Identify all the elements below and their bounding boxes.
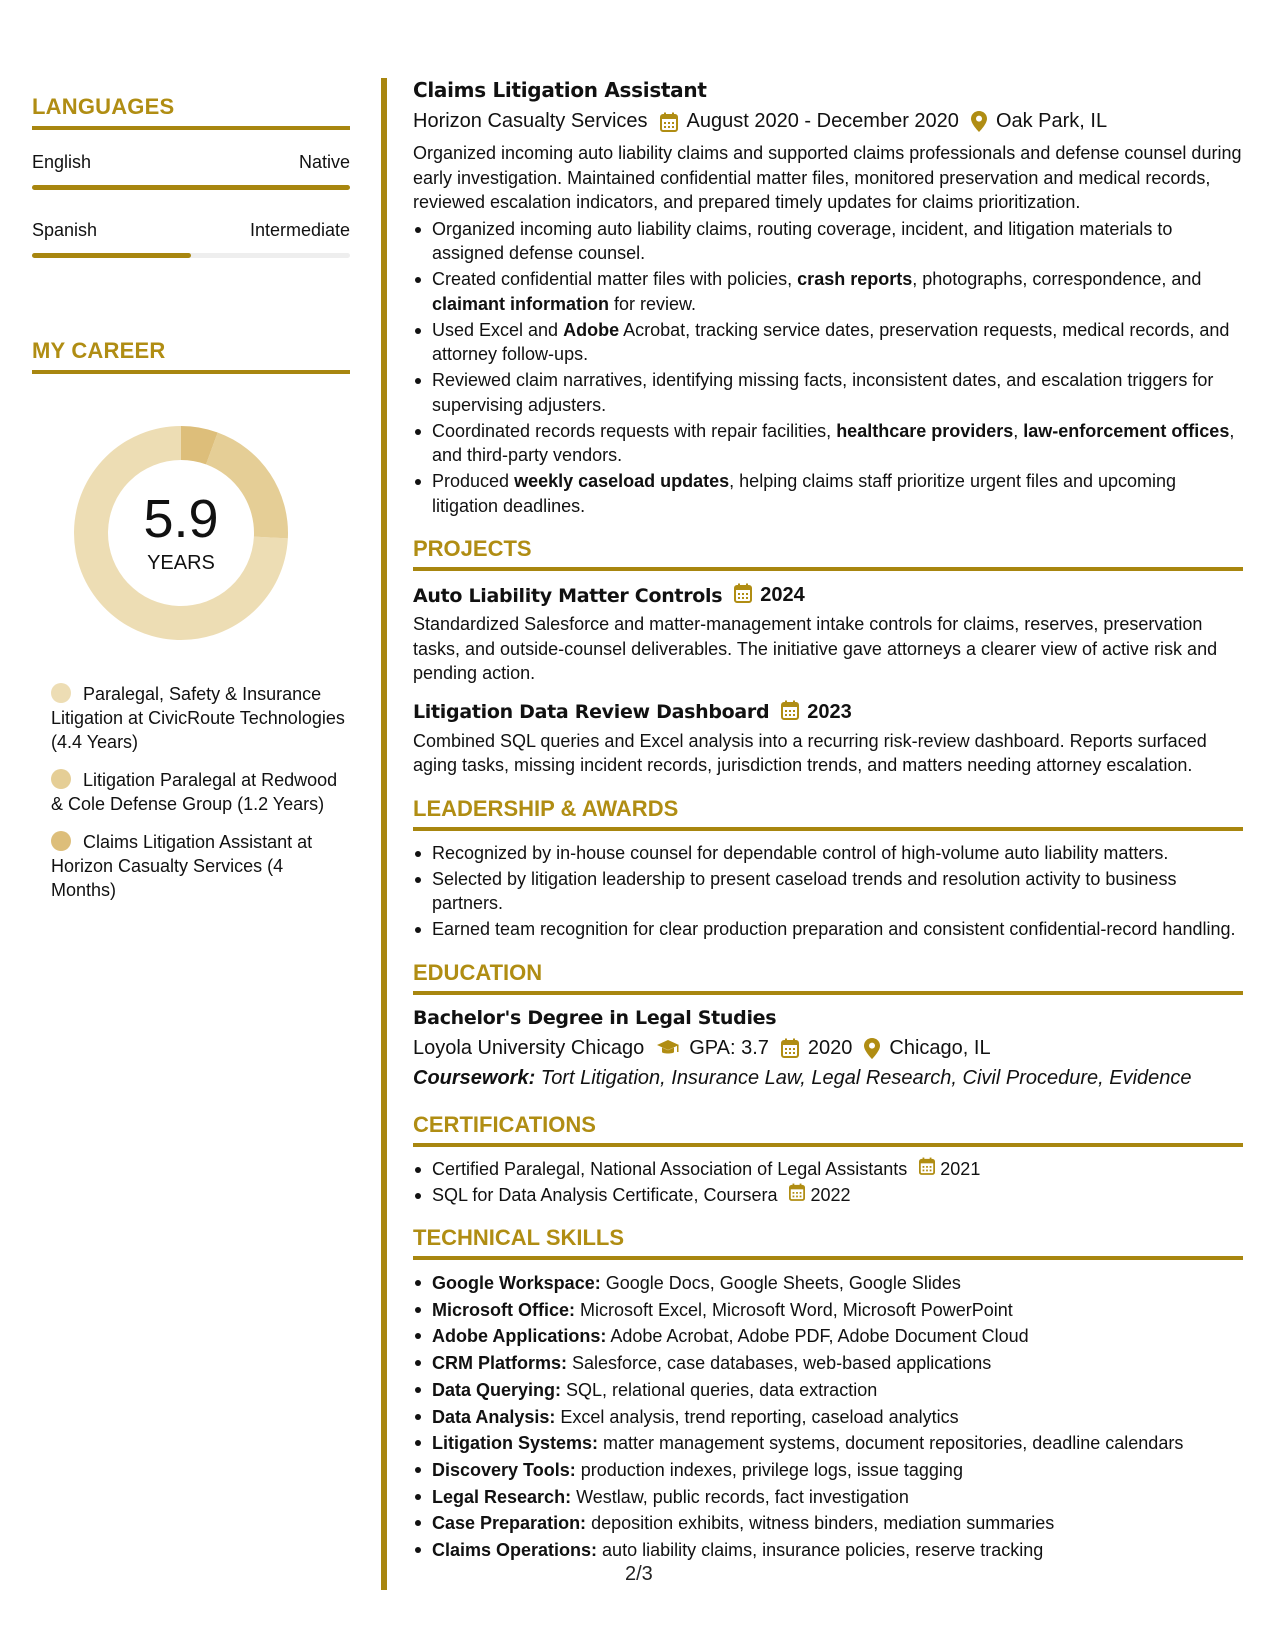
certification-item (413, 1183, 1243, 1208)
education-heading: EDUCATION (413, 960, 1243, 995)
project-description: Standardized Salesforce and matter-management intake controls for claims, reserves, preservation tasks, and outside-counsel deliverables. The initiative gave attorneys a clearer view of active risk and pending action. (413, 614, 1218, 683)
skill-values: Westlaw, public records, fact investigation (571, 1486, 909, 1507)
skill-values: deposition exhibits, witness binders, mediation summaries (586, 1513, 1055, 1534)
certifications-list (413, 1157, 1243, 1208)
project-entry (413, 700, 1243, 778)
career-section (32, 338, 350, 902)
calendar-icon (660, 112, 678, 132)
certification-name: Certified Paralegal, National Association of Legal Assistants (432, 1158, 908, 1179)
project-year: 2023 (807, 700, 852, 723)
language-proficiency-fill (32, 185, 350, 190)
skill-item (413, 1377, 1243, 1404)
project-title: Auto Liability Matter Controls (413, 584, 723, 607)
career-years-label: YEARS (147, 551, 215, 574)
bullet-bold-text: weekly caseload updates (514, 471, 730, 491)
calendar-icon (734, 583, 752, 608)
skills-list (413, 1270, 1243, 1564)
bullet-bold-text: claimant information (432, 293, 610, 314)
skill-category: Litigation Systems: (432, 1433, 599, 1454)
certification-year: 2022 (810, 1184, 851, 1205)
bullet-text: Created confidential matter files with policies, (432, 269, 798, 289)
skill-item (413, 1510, 1243, 1537)
skill-values: Salesforce, case databases, web-based applications (567, 1353, 992, 1374)
language-spanish (32, 220, 350, 258)
bullet-text: Produced (432, 471, 515, 491)
leadership-item: Earned team recognition for clear production preparation and consistent confidential-record handling. (413, 917, 1243, 942)
skills-heading: TECHNICAL SKILLS (413, 1225, 1243, 1260)
skill-category: Discovery Tools: (432, 1459, 576, 1480)
skill-item (413, 1537, 1243, 1564)
degree-title: Bachelor's Degree in Legal Studies (413, 1006, 777, 1029)
language-proficiency-fill (32, 253, 191, 258)
languages-heading: LANGUAGES (32, 94, 350, 130)
skill-item (413, 1484, 1243, 1511)
job-location: Oak Park, IL (995, 110, 1108, 132)
certifications-heading: CERTIFICATIONS (413, 1112, 1243, 1147)
legend-dot (51, 769, 71, 789)
language-level: Intermediate (249, 220, 350, 240)
career-legend-text: Claims Litigation Assistant at Horizon Casualty Services (4 Months) (51, 832, 313, 900)
job-bullet (413, 419, 1243, 468)
project-year: 2024 (760, 584, 805, 606)
calendar-icon (789, 1183, 805, 1208)
skill-category: Data Querying: (432, 1379, 562, 1400)
coursework (413, 1067, 1243, 1090)
bullet-text: , and third-party vendors. (432, 420, 1235, 465)
skill-item (413, 1404, 1243, 1431)
bullet-bold-text: healthcare providers (836, 420, 1014, 441)
project-title: Litigation Data Review Dashboard (413, 701, 770, 723)
skill-item (413, 1430, 1243, 1457)
skill-item (413, 1270, 1243, 1297)
bullet-text: Acrobat, tracking service dates, preservation requests, medical records, and attorney follow-ups. (432, 319, 1230, 364)
skill-category: Data Analysis: (432, 1406, 556, 1427)
career-donut-chart (66, 418, 296, 648)
main-content (413, 78, 1243, 1564)
skill-values: Google Docs, Google Sheets, Google Slides (600, 1273, 961, 1293)
skill-values: production indexes, privilege logs, issue tagging (575, 1459, 963, 1480)
gpa: GPA: 3.7 (689, 1036, 769, 1059)
graduation-year: 2020 (807, 1036, 853, 1059)
leadership-item: Recognized by in-house counsel for dependable control of high-volume auto liability matters. (413, 841, 1243, 866)
column-divider (381, 78, 387, 1590)
projects-heading: PROJECTS (413, 536, 1243, 571)
skill-category: Microsoft Office: (432, 1299, 576, 1320)
skill-values: Excel analysis, trend reporting, caseload analytics (555, 1406, 959, 1427)
certification-name: SQL for Data Analysis Certificate, Coursera (432, 1184, 778, 1205)
company-name: Horizon Casualty Services (413, 110, 648, 132)
project-entry (413, 583, 1243, 686)
job-summary: Organized incoming auto liability claims and supported claims professionals and defense counsel during early investigation. Maintained confidential matter files, monitored preservation and medical records, reviewed escalation indicators, and prepared timely updates for claims prioritization. (413, 143, 1242, 212)
school-name: Loyola University Chicago (413, 1036, 645, 1059)
bullet-bold-text: crash reports (797, 269, 913, 289)
language-proficiency-bar (32, 253, 350, 258)
skill-category: Case Preparation: (432, 1513, 587, 1534)
career-legend-item (51, 830, 350, 902)
job-dates: August 2020 - December 2020 (686, 110, 959, 132)
location-pin-icon (864, 1038, 880, 1059)
job-title: Claims Litigation Assistant (413, 78, 707, 102)
skill-category: Legal Research: (432, 1486, 572, 1507)
page-number: 2/3 (625, 1563, 653, 1585)
job-bullets (413, 217, 1243, 519)
leadership-item: Selected by litigation leadership to present caseload trends and resolution activity to business partners. (413, 867, 1243, 916)
bullet-text: Used Excel and (432, 319, 564, 340)
bullet-text: , photographs, correspondence, and (912, 269, 1202, 289)
skill-item (413, 1457, 1243, 1484)
certification-item (413, 1157, 1243, 1182)
calendar-icon (919, 1157, 935, 1182)
bullet-bold-text: Adobe (563, 319, 620, 340)
job-bullet (413, 267, 1243, 316)
location-pin-icon (971, 111, 987, 132)
skill-category: Adobe Applications: (432, 1326, 607, 1347)
language-proficiency-bar (32, 185, 350, 190)
skill-item (413, 1297, 1243, 1324)
education-meta (413, 1037, 1243, 1060)
bullet-text: for review. (609, 293, 697, 314)
career-heading: MY CAREER (32, 338, 350, 374)
leadership-heading: LEADERSHIP & AWARDS (413, 796, 1243, 831)
skill-values: Adobe Acrobat, Adobe PDF, Adobe Document Cloud (606, 1326, 1029, 1347)
language-level: Native (298, 152, 350, 172)
bullet-text: , (1013, 420, 1024, 441)
career-legend-text: Litigation Paralegal at Redwood & Cole Defense Group (1.2 Years) (51, 770, 338, 814)
language-name: Spanish (32, 220, 98, 240)
job-bullet (413, 368, 1243, 417)
legend-dot (51, 831, 71, 851)
career-legend (32, 682, 350, 902)
job-bullet (413, 318, 1243, 367)
skill-values: auto liability claims, insurance policies, reserve tracking (597, 1540, 1044, 1561)
career-legend-text: Paralegal, Safety & Insurance Litigation at CivicRoute Technologies (4.4 Years) (51, 684, 345, 752)
coursework-list: Tort Litigation, Insurance Law, Legal Research, Civil Procedure, Evidence (535, 1066, 1192, 1089)
calendar-icon (781, 700, 799, 725)
school-location: Chicago, IL (889, 1036, 991, 1059)
job-bullet (413, 217, 1243, 266)
education-entry (413, 1007, 1243, 1090)
language-english (32, 152, 350, 190)
career-total-years: 5.9 (143, 488, 219, 549)
bullet-text: , helping claims staff prioritize urgent files and upcoming litigation deadlines. (432, 471, 1177, 516)
skill-category: CRM Platforms: (432, 1353, 568, 1374)
skill-item (413, 1350, 1243, 1377)
certification-year: 2021 (940, 1158, 981, 1179)
project-description: Combined SQL queries and Excel analysis into a recurring risk-review dashboard. Reports surfaced aging tasks, missing incident records, jurisdiction trends, and matters needing attorney escalation. (413, 730, 1207, 775)
bullet-text: Reviewed claim narratives, identifying missing facts, inconsistent dates, and escalation triggers for supervising adjusters. (432, 370, 1214, 415)
skill-values: SQL, relational queries, data extraction (561, 1379, 878, 1400)
skill-category: Google Workspace: (432, 1273, 601, 1293)
coursework-label: Coursework: (413, 1066, 536, 1089)
job-meta (413, 110, 1243, 133)
skill-item (413, 1323, 1243, 1350)
skill-values: Microsoft Excel, Microsoft Word, Microsoft PowerPoint (575, 1299, 1013, 1320)
job-bullet (413, 469, 1243, 518)
calendar-icon (781, 1038, 799, 1058)
legend-dot (51, 683, 71, 703)
career-legend-item (51, 682, 350, 754)
experience-entry (413, 78, 1243, 518)
skill-category: Claims Operations: (432, 1540, 598, 1561)
language-name: English (32, 152, 92, 172)
sidebar (32, 94, 350, 916)
bullet-bold-text: law-enforcement offices (1023, 420, 1230, 441)
leadership-list (413, 841, 1243, 942)
skill-values: matter management systems, document repositories, deadline calendars (598, 1433, 1184, 1454)
bullet-text: Coordinated records requests with repair facilities, (432, 420, 837, 441)
career-legend-item (51, 768, 350, 816)
bullet-text: Organized incoming auto liability claims, routing coverage, incident, and litigation materials to assigned defense counsel. (432, 218, 1173, 263)
graduation-cap-icon (656, 1039, 680, 1057)
